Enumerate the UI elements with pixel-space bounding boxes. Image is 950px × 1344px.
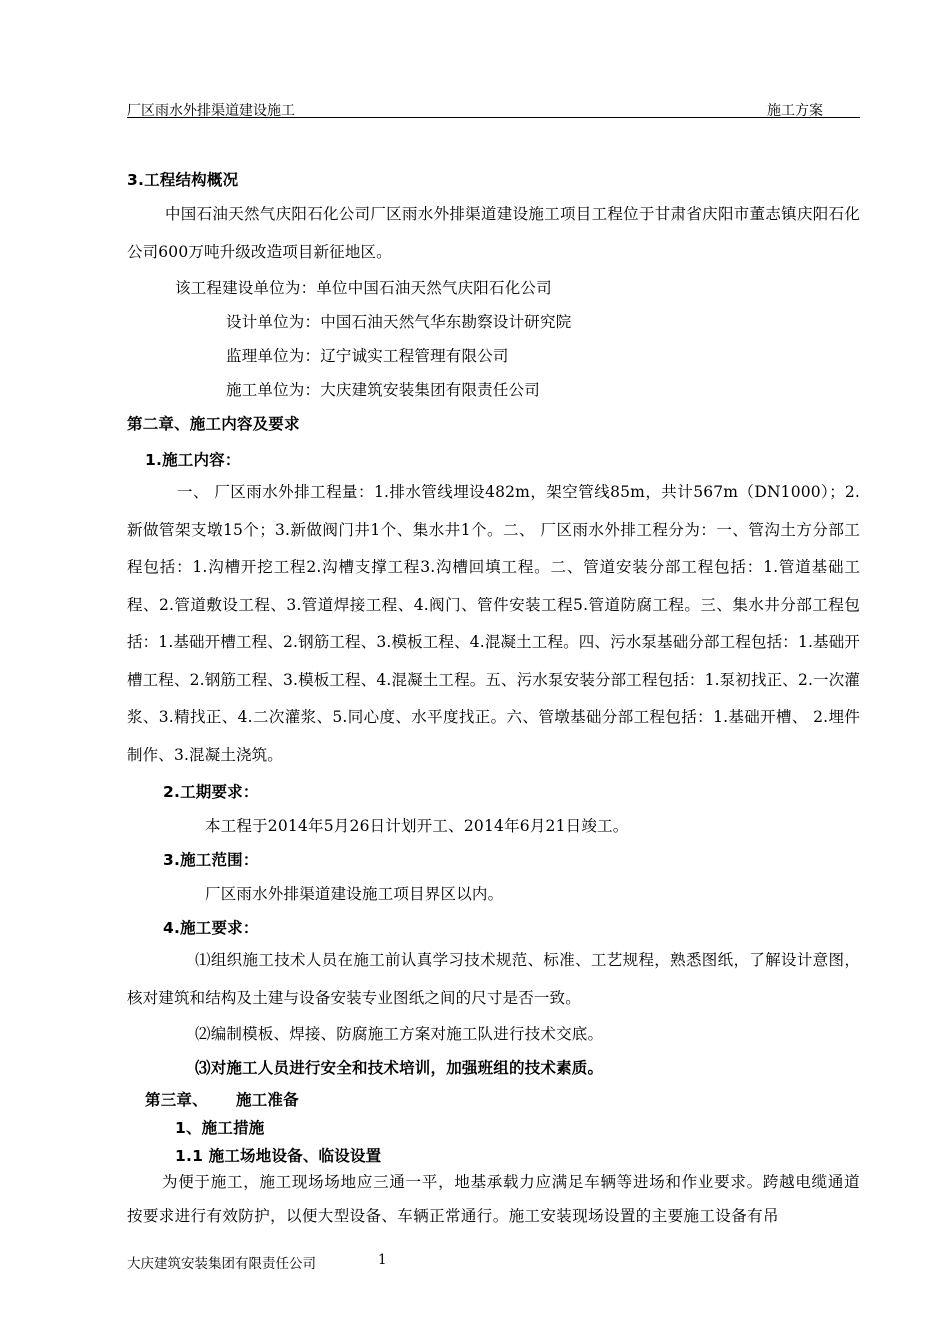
header-doc-type: 施工方案 bbox=[767, 103, 823, 119]
supervision-unit-line: 监理单位为：辽宁诚实工程管理有限公司 bbox=[226, 347, 509, 365]
construction-content-heading: 1.施工内容： bbox=[145, 451, 241, 469]
requirement-3: ⑶对施工人员进行安全和技术培训，加强班组的技术素质。 bbox=[195, 1059, 604, 1077]
scope-text: 厂区雨水外排渠道建设施工项目界区以内。 bbox=[205, 885, 504, 903]
requirements-heading: 4.施工要求： bbox=[163, 919, 259, 937]
chapter2-heading: 第二章、施工内容及要求 bbox=[127, 415, 300, 433]
header-rule bbox=[127, 117, 860, 118]
chapter3-heading-title: 施工准备 bbox=[236, 1091, 299, 1109]
construction-content-paragraph: 一、 厂区雨水外排工程量：1.排水管线埋设482m，架空管线85m，共计567m（DN1000）；2.新做管架支墩15个；3.新做阀门井1个、集水井1个。二、 厂区雨水外排工程分为：一、管沟土方分部工程包括：1.沟槽开挖工程2.沟槽支撑工程3.沟槽回填工程。二、管道安装分部工程包括：1.管道基础工程、2.管道敷设工程、3.管道焊接工程、4.阀门、管件安装工程5.管道防腐工程。三、集水井分部工程包括：1.基础开槽工程、2.钢筋工程、3.模板工程、4.混凝土工程。四、污水泵基础分部工程包括：1.基础开槽工程、2.钢筋工程、3.模板工程、4.混凝土工程。五、污水泵安装分部工程包括：1.泵初找正、2.一次灌浆、3.精找正、4.二次灌浆、5.同心度、水平度找正。六、管墩基础分部工程包括：1.基础开槽、 2.埋件制作、3.混凝土浇筑。 bbox=[127, 483, 860, 764]
project-intro-paragraph: 中国石油天然气庆阳石化公司厂区雨水外排渠道建设施工项目工程位于甘肃省庆阳市董志镇庆阳石化公司600万吨升级改造项目新征地区。 bbox=[127, 205, 860, 261]
schedule-text: 本工程于2014年5月26日计划开工、2014年6月21日竣工。 bbox=[205, 817, 629, 835]
header-title: 厂区雨水外排渠道建设施工 bbox=[127, 103, 295, 119]
scope-heading: 3.施工范围： bbox=[163, 851, 259, 869]
page-number: 1 bbox=[378, 1252, 387, 1268]
footer-company: 大庆建筑安装集团有限责任公司 bbox=[127, 1256, 316, 1272]
construction-unit-line: 施工单位为：大庆建筑安装集团有限责任公司 bbox=[226, 381, 541, 399]
owner-unit-line: 该工程建设单位为：单位中国石油天然气庆阳石化公司 bbox=[175, 279, 552, 297]
schedule-heading: 2.工期要求： bbox=[163, 783, 259, 801]
requirement-2: ⑵编制模板、焊接、防腐施工方案对施工队进行技术交底。 bbox=[195, 1025, 604, 1043]
section-heading-structure: 3.工程结构概况 bbox=[127, 171, 239, 189]
site-setup-heading: 1.1 施工场地设备、临设设置 bbox=[175, 1147, 382, 1165]
design-unit-line: 设计单位为：中国石油天然气华东勘察设计研究院 bbox=[226, 313, 572, 331]
site-setup-paragraph: 为便于施工，施工现场场地应三通一平，地基承载力应满足车辆等进场和作业要求。跨越电缆通道按要求进行有效防护，以便大型设备、车辆正常通行。施工安装现场设置的主要施工设备有吊 bbox=[127, 1173, 860, 1225]
requirement-1: ⑴组织施工技术人员在施工前认真学习技术规范、标准、工艺规程，熟悉图纸，了解设计意图，核对建筑和结构及土建与设备安装专业图纸之间的尺寸是否一致。 bbox=[127, 951, 860, 1007]
measures-heading: 1、施工措施 bbox=[175, 1119, 265, 1137]
chapter3-heading-label: 第三章、 bbox=[145, 1091, 208, 1109]
